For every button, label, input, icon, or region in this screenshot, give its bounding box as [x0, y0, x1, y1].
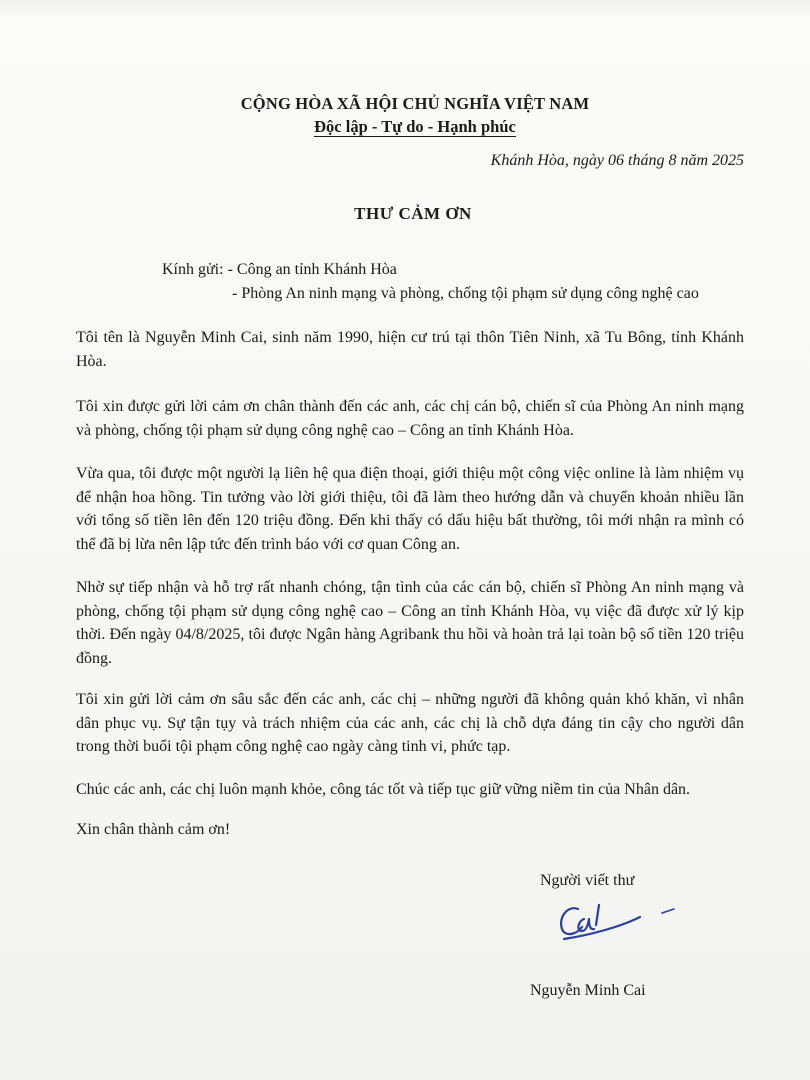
nation-title: CỘNG HÒA XÃ HỘI CHỦ NGHĨA VIỆT NAM — [240, 94, 590, 113]
recipient-line-2: - Phòng An ninh mạng và phòng, chống tội phạm sử dụng công nghệ cao — [232, 285, 699, 302]
paragraph-gratitude: Tôi xin gửi lời cảm ơn sâu sắc đến các anh, các chị – những người đã không quản khó khăn, vì nhân dân phục vụ. Sự tận tụy và trách nhiệm của các anh, các chị là chỗ dựa đáng tin cậy cho người dân trong thời buổi tội phạm công nghệ cao ngày càng tinh vi, phức tạp. — [76, 691, 744, 755]
recipients — [162, 258, 699, 306]
signature-flourish — [662, 909, 674, 913]
national-header — [0, 94, 810, 137]
letter-title: THƯ CẢM ƠN — [354, 204, 472, 223]
recipient-line-1: Kính gửi: - Công an tỉnh Khánh Hòa — [162, 261, 397, 278]
national-motto: Độc lập - Tự do - Hạnh phúc — [314, 117, 516, 136]
paragraph-closing: Xin chân thành cảm ơn! — [76, 821, 231, 838]
paragraph-thanks: Tôi xin được gửi lời cảm ơn chân thành đến các anh, các chị cán bộ, chiến sĩ của Phòng An ninh mạng và phòng, chống tội phạm sử dụng công nghệ cao – Công an tỉnh Khánh Hòa. — [76, 398, 744, 439]
paragraph-introduction: Tôi tên là Nguyễn Minh Cai, sinh năm 1990, hiện cư trú tại thôn Tiên Ninh, xã Tu Bông, tỉnh Khánh Hòa. — [76, 329, 744, 370]
paragraph-incident: Vừa qua, tôi được một người lạ liên hệ qua điện thoại, giới thiệu một công việc online là làm nhiệm vụ để nhận hoa hồng. Tin tưởng vào lời giới thiệu, tôi đã làm theo hướng dẫn và chuyển khoản nhiều lần với tổng số tiền lên đến 120 triệu đồng. Đến khi thấy có dấu hiệu bất thường, tôi mới nhận ra mình có thể đã bị lừa nên lập tức đến trình báo với cơ quan Công an. — [76, 465, 744, 553]
signature-title: Người viết thư — [540, 872, 635, 889]
handwritten-signature — [550, 895, 690, 951]
place-date: Khánh Hòa, ngày 06 tháng 8 năm 2025 — [490, 152, 744, 169]
signer-name: Nguyễn Minh Cai — [530, 982, 646, 999]
paragraph-resolution: Nhờ sự tiếp nhận và hỗ trợ rất nhanh chóng, tận tình của các cán bộ, chiến sĩ Phòng An ninh mạng và phòng, chống tội phạm sử dụng công nghệ cao – Công an tỉnh Khánh Hòa, vụ việc đã được xử lý kịp thời. Đến ngày 04/8/2025, tôi được Ngân hàng Agribank thu hồi và hoàn trả lại toàn bộ số tiền 120 triệu đồng. — [76, 579, 744, 667]
signature-stroke — [561, 905, 640, 939]
paragraph-wishes: Chúc các anh, các chị luôn mạnh khỏe, công tác tốt và tiếp tục giữ vững niềm tin của Nhân dân. — [76, 781, 691, 798]
